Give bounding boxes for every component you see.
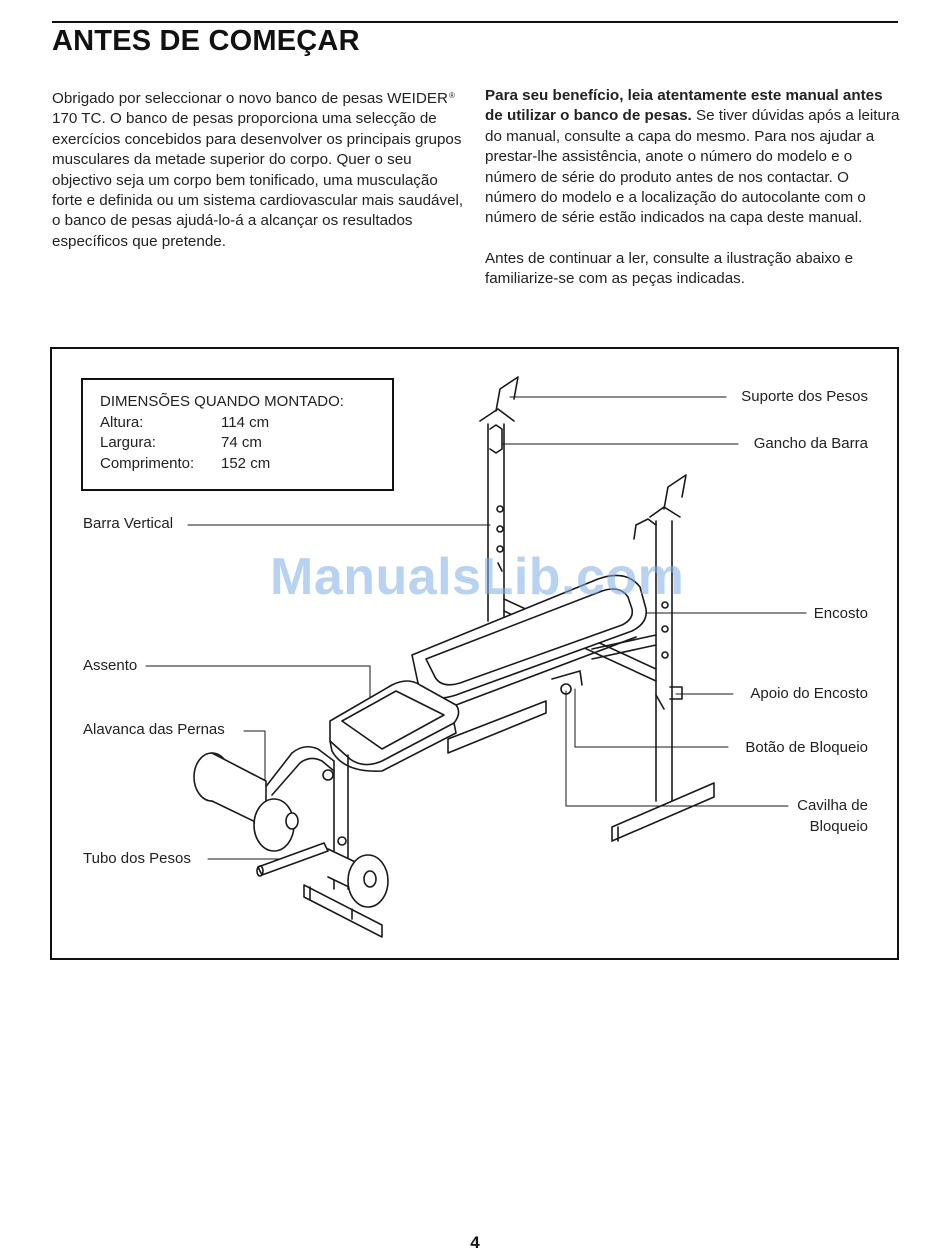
label-gancho-barra: Gancho da Barra (753, 435, 868, 452)
leg-roller-upper (194, 753, 298, 851)
label-encosto: Encosto (813, 605, 868, 622)
intro-left-column (52, 86, 464, 252)
label-cavilha-bloqueio (797, 796, 868, 837)
label-alavanca-pernas: Alavanca das Pernas (83, 721, 225, 738)
dimensions-box (81, 378, 394, 491)
dimension-row-width (100, 433, 392, 454)
dimension-value: 152 cm (221, 454, 271, 472)
registered-mark: ® (448, 91, 455, 100)
manual-notice-paragraph (485, 86, 900, 229)
dimension-label: Largura: (100, 434, 156, 451)
label-tubo-pesos: Tubo dos Pesos (83, 850, 191, 867)
dimension-value: 74 cm (221, 434, 262, 451)
dimension-value: 114 cm (221, 413, 270, 431)
label-barra-vertical: Barra Vertical (83, 515, 174, 532)
label-botao-bloqueio: Botão de Bloqueio (745, 739, 868, 756)
dimension-row-height (100, 413, 392, 434)
manual-notice-text: Se tiver dúvidas após a leitura do manual, consulte a capa do mesmo. Para nos ajudar a prestar-lhe assistência, anote o número do modelo e o número de série do produto antes de nos contactar. O número do modelo e a localização do autocolante com o número de série estão indicados na capa deste manual. (485, 107, 900, 227)
label-apoio-encosto: Apoio do Encosto (750, 685, 868, 702)
top-rule (52, 21, 898, 23)
right-foot (612, 783, 714, 841)
lock-knob (552, 671, 582, 694)
label-suporte-pesos: Suporte dos Pesos (741, 388, 868, 405)
label-assento: Assento (83, 657, 138, 674)
dimension-label: Comprimento: (100, 454, 195, 472)
leg-roller-lower (328, 849, 388, 907)
intro-paragraph (52, 86, 464, 252)
intro-right-column (485, 86, 900, 290)
manual-notice-bold: Para seu benefício, leia atentamente este manual antes de utilizar o banco de pesas. (485, 87, 883, 125)
intro-text-start: Obrigado por seleccionar o novo banco de pesas WEIDER (52, 90, 448, 107)
bench-figure (50, 347, 899, 960)
watermark: ManualsLib.com (270, 548, 685, 606)
dimension-label: Altura: (100, 413, 144, 431)
label-cavilha-line1: Cavilha de (797, 797, 868, 814)
label-cavilha-line2: Bloqueio (809, 817, 868, 835)
intro-text-end: 170 TC. O banco de pesas proporciona uma selecção de exercícios concebidos para desenvolver os principais grupos musculares da metade superior do corpo. Quer o seu objectivo seja um corpo bem tonificado, uma musculação forte e definida ou um sistema cardiovascular mais saudável, o banco de pesas ajudá-lo-á a alcançar os resultados específicos que pretende. (52, 110, 464, 250)
illustration-notice: Antes de continuar a ler, consulte a ilustração abaixo e familiarize-se com as peças indicadas. (485, 249, 854, 288)
page-title: ANTES DE COMEÇAR (52, 25, 360, 57)
page-number: 4 (470, 1233, 480, 1252)
dimension-row-length (100, 454, 392, 475)
dimensions-heading: DIMENSÕES QUANDO MONTADO: (100, 393, 344, 410)
